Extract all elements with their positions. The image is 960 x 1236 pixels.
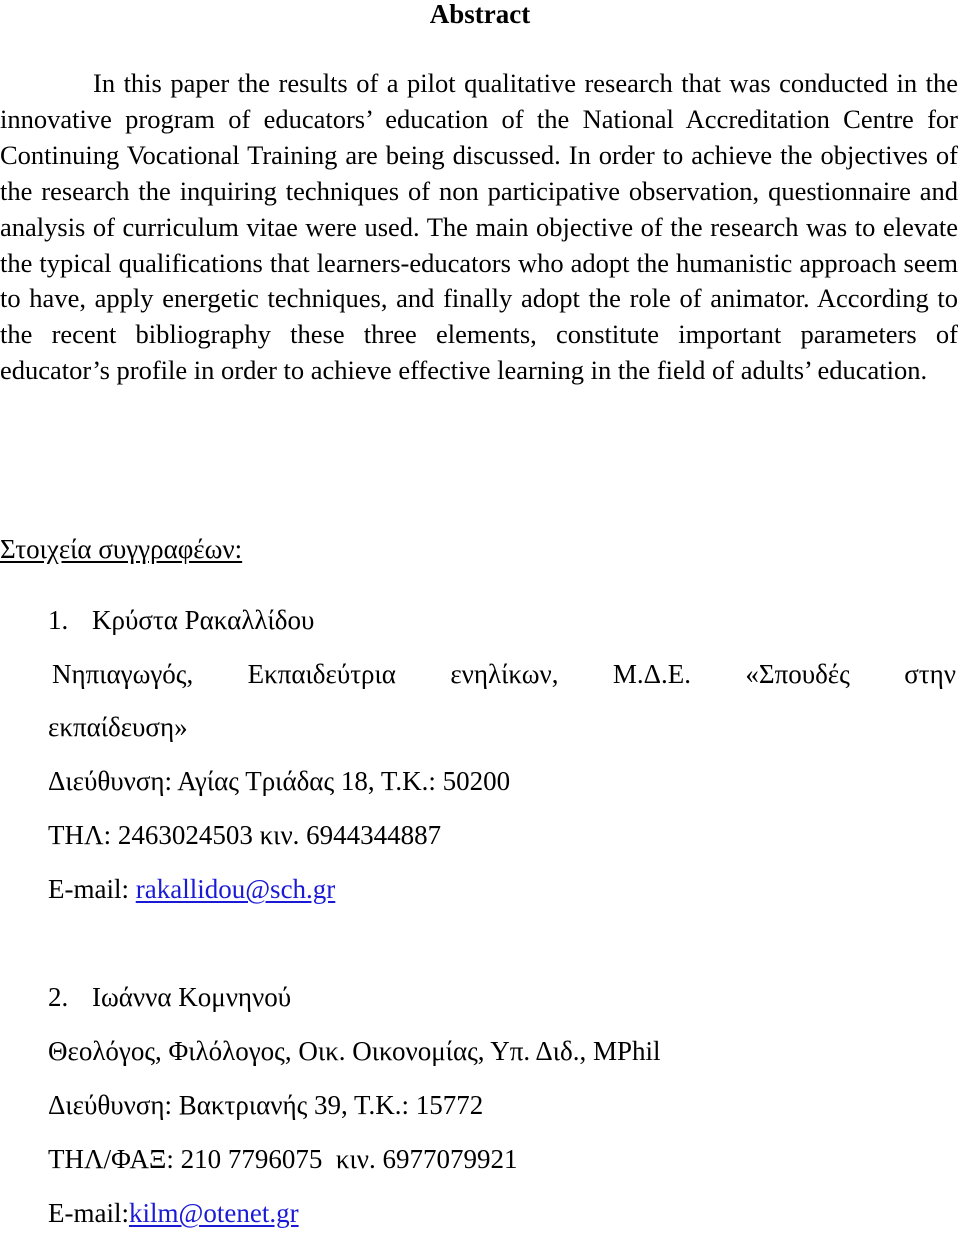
author-1-name-line <box>48 602 314 638</box>
author-1-title-word: Μ.Δ.Ε. <box>612 659 691 689</box>
author-2-number: 2. <box>48 982 69 1012</box>
author-2-email-link[interactable]: kilm@otenet.gr <box>128 1198 299 1228</box>
author-2-title: Θεολόγος, Φιλόλογος, Οικ. Οικονομίας, Υπ. Διδ., MPhil <box>48 1036 661 1066</box>
author-1-title-line <box>52 656 956 692</box>
author-1-phone: ΤΗΛ: 2463024503 κιν. 6944344887 <box>48 820 442 850</box>
abstract-heading: Abstract <box>429 0 531 29</box>
author-1-address: Διεύθυνση: Αγίας Τριάδας 18, Τ.Κ.: 50200 <box>48 766 511 796</box>
author-1-title-word: ενηλίκων, <box>450 659 559 689</box>
author-1-name: Κρύστα Ρακαλλίδου <box>92 605 315 635</box>
author-1-number: 1. <box>48 605 69 635</box>
authors-heading: Στοιχεία συγγραφέων: <box>0 534 243 564</box>
author-1-title-word: Εκπαιδεύτρια <box>247 659 396 689</box>
author-2-name-line <box>48 979 291 1015</box>
author-1-title-word: στην <box>904 659 956 689</box>
author-1-email-line <box>48 871 335 907</box>
author-2-email-line <box>48 1195 299 1231</box>
author-1-email-label: E-mail: <box>48 874 136 904</box>
author-2-address: Διεύθυνση: Βακτριανής 39, Τ.Κ.: 15772 <box>48 1090 484 1120</box>
author-1-email-link[interactable]: rakallidou@sch.gr <box>135 874 336 904</box>
author-1-title-continued: εκπαίδευση» <box>48 712 188 742</box>
author-1-title-word: Νηπιαγωγός, <box>52 659 194 689</box>
author-2-phone: ΤΗΛ/ΦΑΞ: 210 7796075 κιν. 6977079921 <box>48 1144 518 1174</box>
abstract-paragraph: In this paper the results of a pilot qualitative research that was conducted in the innovative program of educators’ education of the National Accreditation Centre for Continuing Vocational Training are being discussed. In order to achieve the objectives of the research the inquiring techniques of non participative observation, questionnaire and analysis of curriculum vitae were used. The main objective of the research was to elevate the typical qualifications that learners-educators who adopt the humanistic approach seem to have, apply energetic techniques, and finally adopt the role of animator. According to the recent bibliography these three elements, constitute important parameters of educator’s profile in order to achieve effective learning in the field of adults’ education. <box>0 68 958 386</box>
author-2-name: Ιωάννα Κομνηνού <box>92 982 292 1012</box>
author-2-email-label: E-mail: <box>48 1198 129 1228</box>
author-1-title-word: «Σπουδές <box>745 659 850 689</box>
